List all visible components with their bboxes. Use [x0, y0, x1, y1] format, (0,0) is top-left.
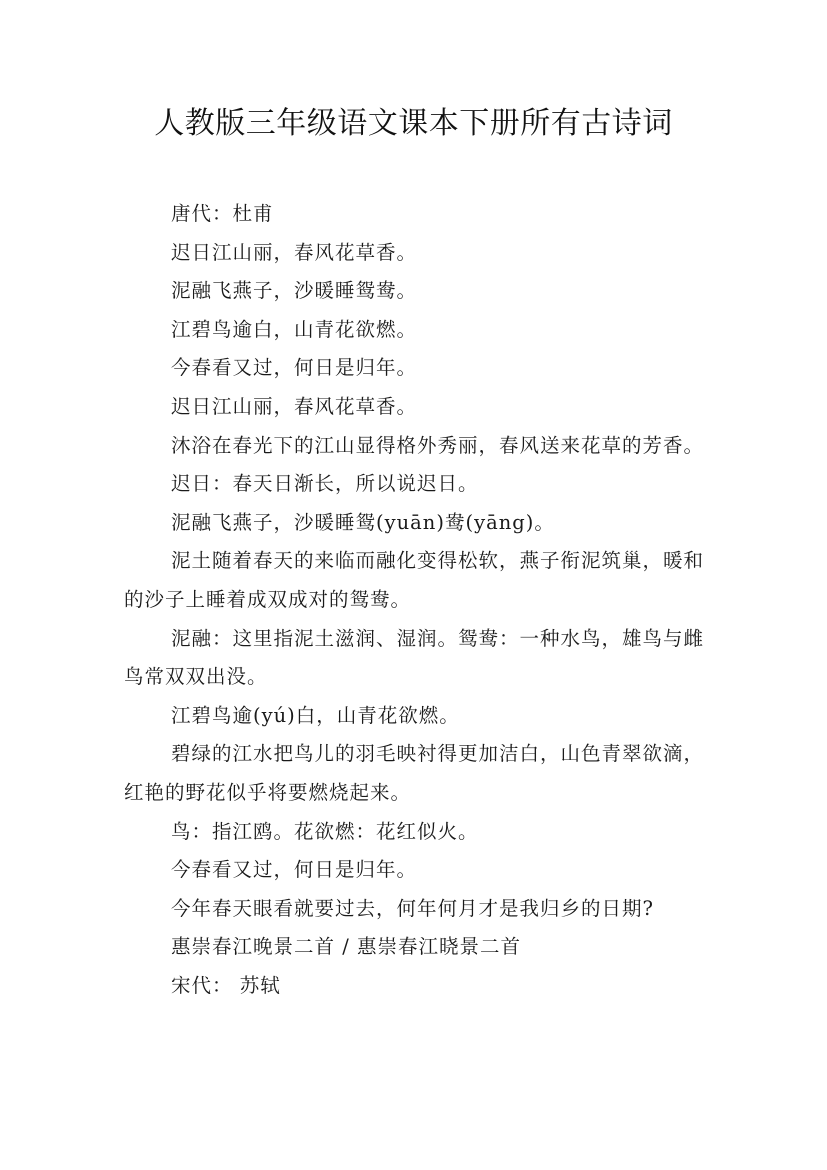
text-line: 迟日江山丽，春风花草香。 [171, 394, 418, 418]
text-line: 惠崇春江晚景二首 / 惠崇春江晓景二首 [171, 935, 521, 959]
text-line: 今春看又过，何日是归年。 [171, 858, 418, 882]
text-line: 今年春天眼看就要过去，何年何月才是我归乡的日期? [171, 896, 654, 920]
text-line: 今春看又过，何日是归年。 [171, 356, 418, 380]
text-line: 唐代：杜甫 [171, 202, 274, 225]
document-title: 人教版三年级语文课本下册所有古诗词 [154, 106, 673, 141]
text-line: 鸟：指江鸥。花欲燃：花红似火。 [171, 819, 479, 843]
paragraph: 沐浴在春光下的江山显得格外秀丽，春风送来花草的芳香。 [171, 433, 705, 457]
document-body [124, 195, 714, 1005]
paragraph: 泥融：这里指泥土滋润、湿润。鸳鸯：一种水鸟，雄鸟与雌鸟常双双出没。 [124, 626, 705, 689]
text-line: 迟日：春天日渐长，所以说迟日。 [171, 472, 479, 496]
paragraph: 碧绿的江水把鸟儿的羽毛映衬得更加洁白，山色青翠欲滴，红艳的野花似乎将要燃烧起来。 [124, 742, 705, 804]
paragraph: 泥土随着春天的来临而融化变得松软，燕子衔泥筑巢，暖和的沙子上睡着成双成对的鸳鸯。 [124, 549, 705, 611]
text-line: 宋代： 苏轼 [171, 973, 281, 997]
text-line: 江碧鸟逾(yú)白，山青花欲燃。 [171, 703, 460, 727]
text-line: 泥融飞燕子，沙暖睡鸳鸯。 [171, 279, 418, 303]
text-line: 泥融飞燕子，沙暖睡鸳(yuān)鸯(yāng)。 [171, 510, 555, 534]
text-line: 迟日江山丽，春风花草香。 [171, 240, 418, 264]
text-line: 江碧鸟逾白，山青花欲燃。 [171, 317, 418, 341]
